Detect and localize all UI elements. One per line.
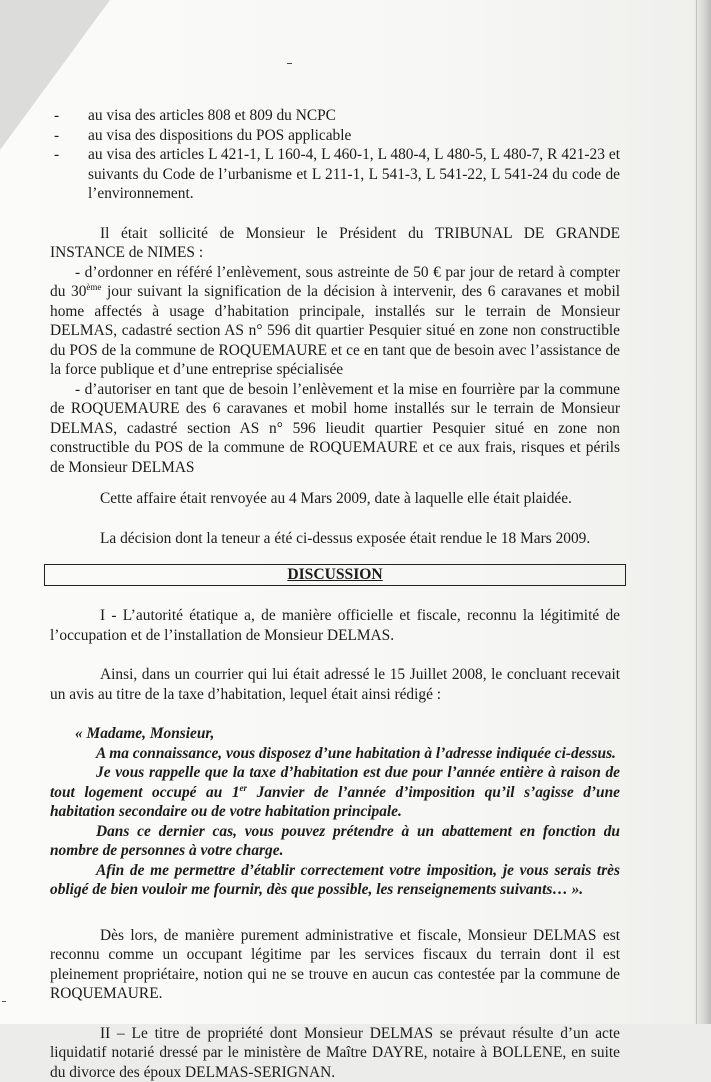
conclusion-paragraph: Dès lors, de manière purement administrative et fiscale, Monsieur DELMAS est reconnu comme un occupant légitime par les services fiscaux du terrain dont il est pleinement propriétaire, notion qui ne se trouve en aucun cas contestée par la commune de ROQUEMAURE.	[50, 926, 620, 1004]
request-enlevement	[50, 263, 620, 380]
quote-open-mark: «	[75, 725, 87, 742]
intro-paragraph: Il était sollicité de Monsieur le Président du TRIBUNAL DE GRANDE INSTANCE de NIMES :	[50, 224, 620, 263]
quote-line-text: Je vous rappelle que la taxe d’habitation est due pour l’année entière à raison de tout logement occupé au 1	[50, 764, 620, 801]
document-body	[50, 106, 620, 1082]
discussion-heading: DISCUSSION	[44, 564, 626, 586]
quote-line: Dans ce dernier cas, vous pouvez prétendre à un abattement en fonction du nombre de personnes à votre charge.	[50, 822, 620, 861]
list-item: - au visa des articles L 421-1, L 160-4, L 460-1, L 480-4, L 480-5, L 480-7, R 421-23 et suivants du Code de l’urbanisme et L 211-1, L 541-3, L 541-22, L 541-24 du code de l’environnement.	[50, 145, 620, 204]
quote-line: Afin de me permettre d’établir correctement votre imposition, je vous serais très obligé de bien vouloir me fournir, dès que possible, les renseignements suivants… ».	[50, 861, 620, 900]
quote-line-text-cont: Janvier de l’année d’imposition qu’il s’agisse d’une habitation secondaire ou de votre habitation principale.	[50, 784, 620, 821]
section-two-paragraph: II – Le titre de propriété dont Monsieur DELMAS se prévaut résulte d’un acte liquidatif notarié dressé par le ministère de Maître DAYRE, notaire à BOLLENE, en suite du divorce des époux DELMAS-SERIGNAN.	[50, 1024, 620, 1082]
request-enlevement-text-cont: jour suivant la signification de la décision à intervenir, des 6 caravanes et mobil home affectés à usage d’habitation principale, installés sur le terrain de Monsieur DELMAS, cadastré section AS n° 596 dit quartier Pesquier situé en zone non constructible du POS de la commune de ROQUEMAURE et ce en tant que de besoin avec l’assistance de la force publique et d’une entreprise spécialisée	[50, 283, 620, 378]
superscript-eme: ème	[86, 282, 101, 292]
renvoi-paragraph: Cette affaire était renvoyée au 4 Mars 2009, date à laquelle elle était plaidée.	[50, 489, 620, 509]
superscript-er: er	[240, 782, 248, 792]
section-one-paragraph: I - L’autorité étatique a, de manière officielle et fiscale, reconnu la légitimité de l’occupation et de l’installation de Monsieur DELMAS.	[50, 606, 620, 645]
quote-salutation	[50, 724, 620, 744]
list-item: - au visa des dispositions du POS applicable	[50, 126, 620, 146]
quote-line	[50, 763, 620, 822]
page-edge-shadow	[693, 0, 711, 1024]
visa-list	[50, 106, 620, 204]
courrier-paragraph: Ainsi, dans un courrier qui lui était adressé le 15 Juillet 2008, le concluant recevait un avis au titre de la taxe d’habitation, lequel était ainsi rédigé :	[50, 665, 620, 704]
request-fourriere: - d’autoriser en tant que de besoin l’enlèvement et la mise en fourrière par la commune de ROQUEMAURE des 6 caravanes et mobil home installés sur le terrain de Monsieur DELMAS, cadastré section AS n° 596 lieudit quartier Pesquier situé en zone non constructible du POS de la commune de ROQUEMAURE et ce aux frais, risques et périls de Monsieur DELMAS	[50, 380, 620, 478]
request-enlevement-text: - d’ordonner en référé l’enlèvement, sous astreinte de 50 € par jour de retard à compter du 30	[50, 264, 620, 301]
tax-notice-quote	[50, 724, 620, 900]
margin-mark	[2, 1001, 6, 1002]
list-item: - au visa des articles 808 et 809 du NCPC	[50, 106, 620, 126]
quote-line: A ma connaissance, vous disposez d’une habitation à l’adresse indiquée ci-dessus.	[50, 744, 620, 764]
quote-salutation-text: Madame, Monsieur,	[87, 725, 215, 742]
decision-paragraph: La décision dont la teneur a été ci-dessus exposée était rendue le 18 Mars 2009.	[50, 529, 620, 549]
scan-mark	[287, 63, 292, 64]
